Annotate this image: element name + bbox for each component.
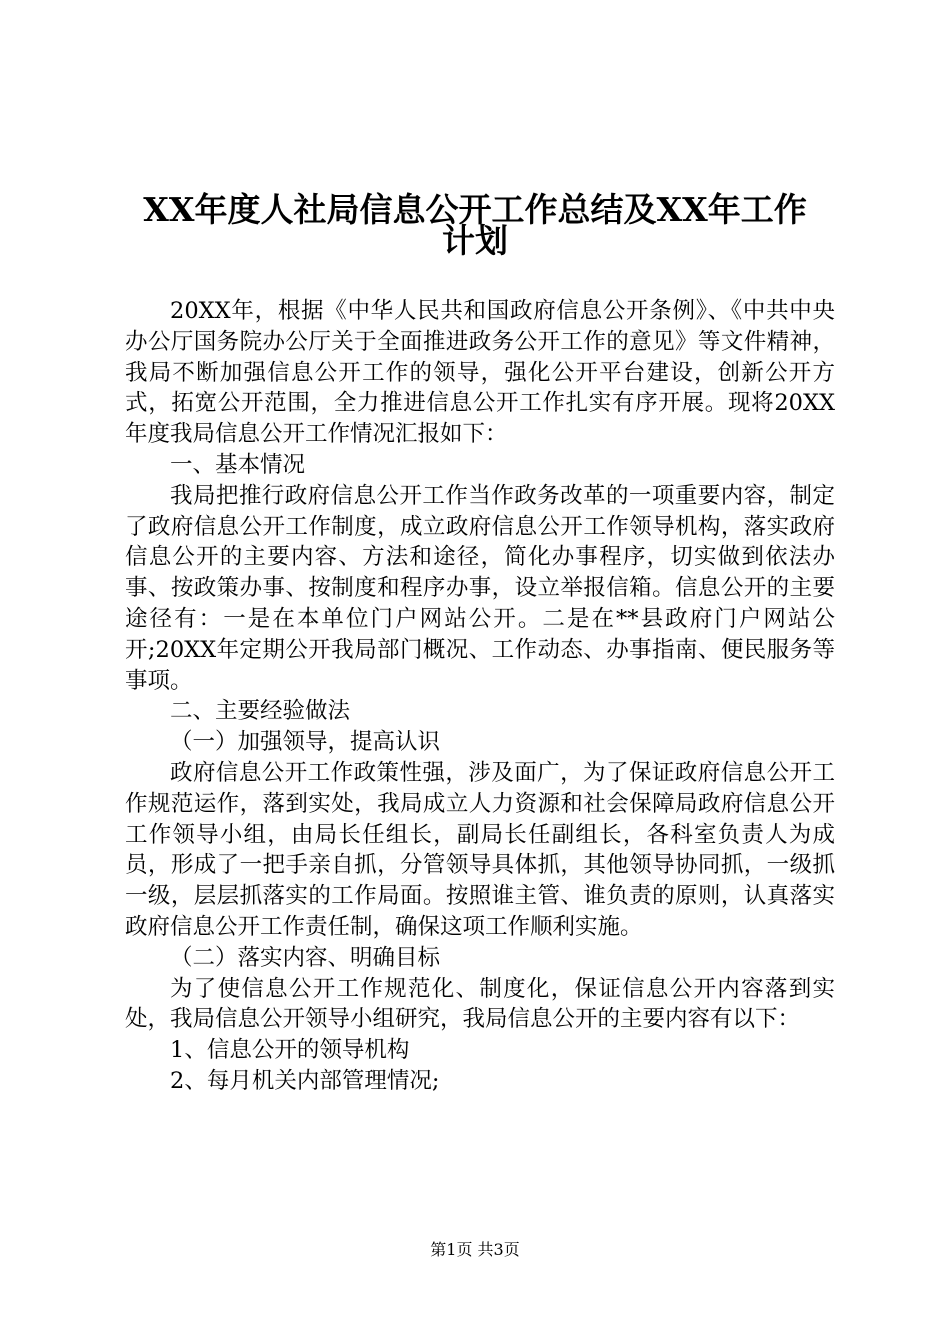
document-body: [125, 296, 835, 1097]
page-number: 第1页 共3页: [430, 1240, 520, 1259]
subsection-heading-leadership: （一）加强领导，提高认识: [170, 729, 441, 756]
document-title-line-1: XX年度人社局信息公开工作总结及XX年工作: [143, 190, 807, 229]
paragraph-content: 为了使信息公开工作规范化、制度化，保证信息公开内容落到实处，我局信息公开领导小组研究，我局信息公开的主要内容有以下：: [125, 975, 835, 1033]
section-heading-basic: 一、基本情况: [170, 451, 306, 478]
document-title-line-2: 计划: [442, 221, 508, 260]
paragraph-leadership: 政府信息公开工作政策性强，涉及面广，为了保证政府信息公开工作规范运作，落到实处，我局成立人力资源和社会保障局政府信息公开工作领导小组，由局长任组长，副局长任副组长，各科室负责人为成员，形成了一把手亲自抓，分管领导具体抓，其他领导协同抓，一级抓一级，层层抓落实的工作局面。按照谁主管、谁负责的原则，认真落实政府信息公开工作责任制，确保这项工作顺利实施。: [125, 759, 835, 940]
list-item: 1、信息公开的领导机构: [170, 1037, 410, 1064]
list-item: 2、每月机关内部管理情况;: [170, 1067, 440, 1094]
paragraph-intro: 20XX年，根据《中华人民共和国政府信息公开条例》、《中共中央办公厅国务院办公厅关于全面推进政务公开工作的意见》等文件精神，我局不断加强信息公开工作的领导，强化公开平台建设，创新公开方式，拓宽公开范围，全力推进信息公开工作扎实有序开展。现将20XX年度我局信息公开工作情况汇报如下：: [125, 298, 835, 448]
section-heading-experience: 二、主要经验做法: [170, 698, 351, 725]
subsection-heading-content: （二）落实内容、明确目标: [170, 944, 441, 971]
paragraph-basic: 我局把推行政府信息公开工作当作政务改革的一项重要内容，制定了政府信息公开工作制度，成立政府信息公开工作领导机构，落实政府信息公开的主要内容、方法和途径，简化办事程序，切实做到依法办事、按政策办事、按制度和程序办事，设立举报信箱。信息公开的主要途径有：一是在本单位门户网站公开。二是在**县政府门户网站公开;20XX年定期公开我局部门概况、工作动态、办事指南、便民服务等事项。: [125, 482, 835, 694]
